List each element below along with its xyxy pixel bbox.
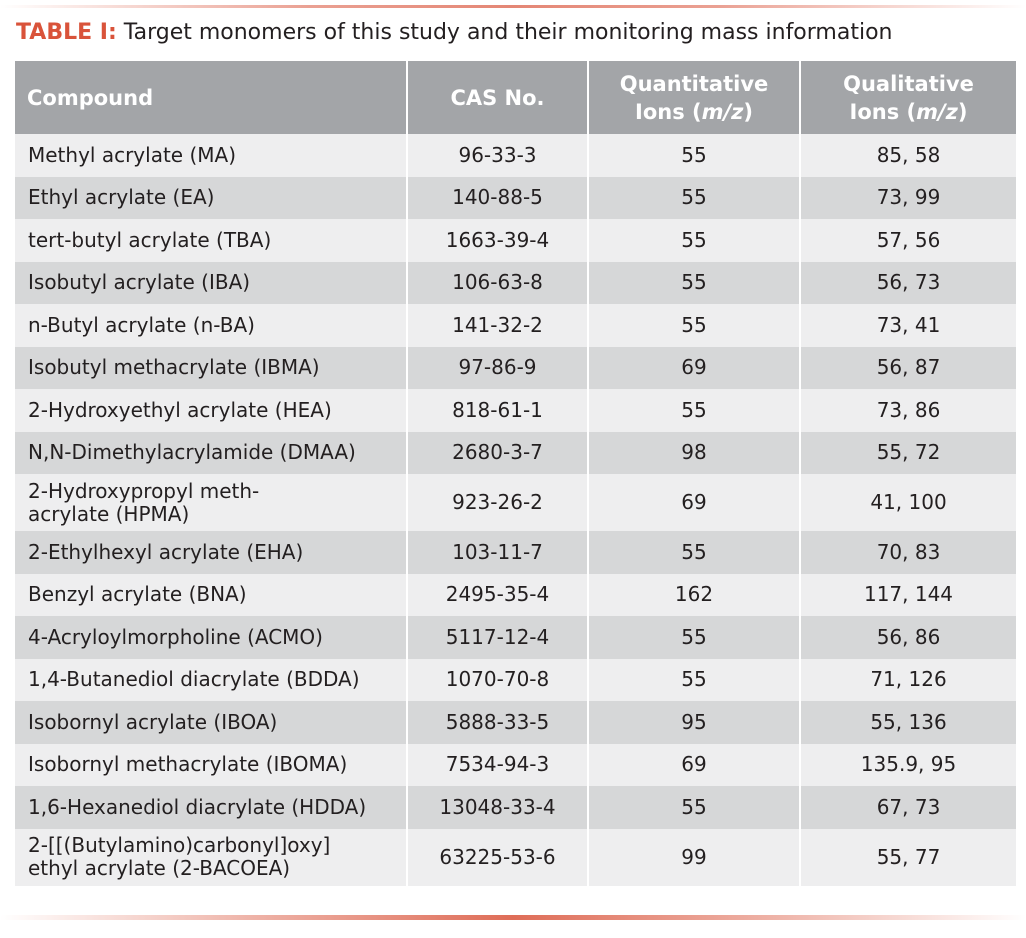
qual-ions-cell: 55, 77 [800, 829, 1016, 886]
compound-cell: n-Butyl acrylate (n-BA) [15, 304, 407, 347]
table-header-row [15, 61, 1016, 134]
qual-ions-cell: 73, 99 [800, 177, 1016, 220]
qual-ions-cell: 57, 56 [800, 219, 1016, 262]
cas-cell: 818-61-1 [407, 389, 588, 432]
table-row [15, 219, 1016, 262]
qual-ions-cell: 73, 86 [800, 389, 1016, 432]
table-row [15, 786, 1016, 829]
table-row [15, 389, 1016, 432]
table-row [15, 574, 1016, 617]
qual-ions-cell: 55, 136 [800, 701, 1016, 744]
quant-ions-cell: 55 [588, 177, 800, 220]
table-row [15, 531, 1016, 574]
cas-cell: 106-63-8 [407, 262, 588, 305]
cas-cell: 103-11-7 [407, 531, 588, 574]
header-cas: CAS No. [407, 61, 588, 134]
compound-line1: 2-Hydroxypropyl meth- [28, 478, 260, 503]
quant-ions-cell: 55 [588, 262, 800, 305]
compound-line2: ethyl acrylate (2-BACOEA) [28, 856, 291, 880]
table-row [15, 474, 1016, 531]
quant-ions-cell: 55 [588, 531, 800, 574]
quant-ions-cell: 55 [588, 786, 800, 829]
quant-ions-cell: 69 [588, 347, 800, 390]
cas-cell: 63225-53-6 [407, 829, 588, 886]
header-quant-line2-pre: Ions ( [635, 99, 702, 124]
cas-cell: 13048-33-4 [407, 786, 588, 829]
header-qual-unit: m/z [916, 99, 958, 124]
cas-cell: 1070-70-8 [407, 659, 588, 702]
compound-cell: Isobornyl acrylate (IBOA) [15, 701, 407, 744]
compound-cell: Methyl acrylate (MA) [15, 134, 407, 177]
table-row [15, 701, 1016, 744]
qual-ions-cell: 85, 58 [800, 134, 1016, 177]
table-caption [16, 20, 892, 45]
cas-cell: 2680-3-7 [407, 432, 588, 475]
table-row [15, 829, 1016, 886]
cas-cell: 923-26-2 [407, 474, 588, 531]
qual-ions-cell: 41, 100 [800, 474, 1016, 531]
table-row [15, 744, 1016, 787]
cas-cell: 2495-35-4 [407, 574, 588, 617]
table-row [15, 616, 1016, 659]
header-quantitative-ions [588, 61, 800, 134]
qual-ions-cell: 55, 72 [800, 432, 1016, 475]
bottom-decorative-rule [0, 915, 1026, 920]
monomer-table [15, 61, 1016, 886]
compound-cell: 4-Acryloylmorpholine (ACMO) [15, 616, 407, 659]
compound-cell: N,N-Dimethylacrylamide (DMAA) [15, 432, 407, 475]
table-row [15, 134, 1016, 177]
qual-ions-cell: 73, 41 [800, 304, 1016, 347]
quant-ions-cell: 55 [588, 616, 800, 659]
compound-cell: Isobutyl acrylate (IBA) [15, 262, 407, 305]
cas-cell: 141-32-2 [407, 304, 588, 347]
cas-cell: 5888-33-5 [407, 701, 588, 744]
cas-cell: 5117-12-4 [407, 616, 588, 659]
header-quant-line2-post: ) [743, 99, 753, 124]
qual-ions-cell: 117, 144 [800, 574, 1016, 617]
compound-cell: 2-Ethylhexyl acrylate (EHA) [15, 531, 407, 574]
compound-cell: Isobornyl methacrylate (IBOMA) [15, 744, 407, 787]
cas-cell: 97-86-9 [407, 347, 588, 390]
header-compound: Compound [15, 61, 407, 134]
quant-ions-cell: 95 [588, 701, 800, 744]
compound-cell [15, 829, 407, 886]
table-row [15, 659, 1016, 702]
cas-cell: 1663-39-4 [407, 219, 588, 262]
header-qual-line1: Qualitative [843, 71, 974, 96]
top-decorative-rule [0, 5, 1026, 8]
qual-ions-cell: 70, 83 [800, 531, 1016, 574]
quant-ions-cell: 99 [588, 829, 800, 886]
header-quant-unit: m/z [701, 99, 744, 124]
quant-ions-cell: 55 [588, 219, 800, 262]
quant-ions-cell: 69 [588, 744, 800, 787]
compound-cell: Isobutyl methacrylate (IBMA) [15, 347, 407, 390]
quant-ions-cell: 98 [588, 432, 800, 475]
table-row [15, 432, 1016, 475]
table-caption-label: TABLE I: [16, 20, 117, 45]
qual-ions-cell: 56, 87 [800, 347, 1016, 390]
compound-cell: Ethyl acrylate (EA) [15, 177, 407, 220]
qual-ions-cell: 135.9, 95 [800, 744, 1016, 787]
table-row [15, 262, 1016, 305]
compound-cell: 1,6-Hexanediol diacrylate (HDDA) [15, 786, 407, 829]
table-row [15, 304, 1016, 347]
cas-cell: 140-88-5 [407, 177, 588, 220]
cas-cell: 7534-94-3 [407, 744, 588, 787]
table-row [15, 177, 1016, 220]
compound-line2: acrylate (HPMA) [28, 501, 190, 526]
qual-ions-cell: 56, 86 [800, 616, 1016, 659]
header-qual-line2-post: ) [957, 99, 968, 124]
compound-cell: 2-Hydroxyethyl acrylate (HEA) [15, 389, 407, 432]
compound-line1: 2-[[(Butylamino)carbonyl]oxy] [28, 833, 331, 857]
quant-ions-cell: 55 [588, 389, 800, 432]
table-caption-text: Target monomers of this study and their monitoring mass information [116, 20, 893, 45]
qual-ions-cell: 67, 73 [800, 786, 1016, 829]
compound-cell: 1,4-Butanediol diacrylate (BDDA) [15, 659, 407, 702]
quant-ions-cell: 162 [588, 574, 800, 617]
header-qualitative-ions [800, 61, 1016, 134]
quant-ions-cell: 55 [588, 304, 800, 347]
quant-ions-cell: 55 [588, 659, 800, 702]
quant-ions-cell: 55 [588, 134, 800, 177]
qual-ions-cell: 56, 73 [800, 262, 1016, 305]
header-qual-line2-pre: Ions ( [849, 99, 917, 124]
quant-ions-cell: 69 [588, 474, 800, 531]
table-row [15, 347, 1016, 390]
compound-cell: Benzyl acrylate (BNA) [15, 574, 407, 617]
cas-cell: 96-33-3 [407, 134, 588, 177]
header-quant-line1: Quantitative [619, 71, 769, 96]
compound-cell: tert-butyl acrylate (TBA) [15, 219, 407, 262]
compound-cell [15, 474, 407, 531]
qual-ions-cell: 71, 126 [800, 659, 1016, 702]
